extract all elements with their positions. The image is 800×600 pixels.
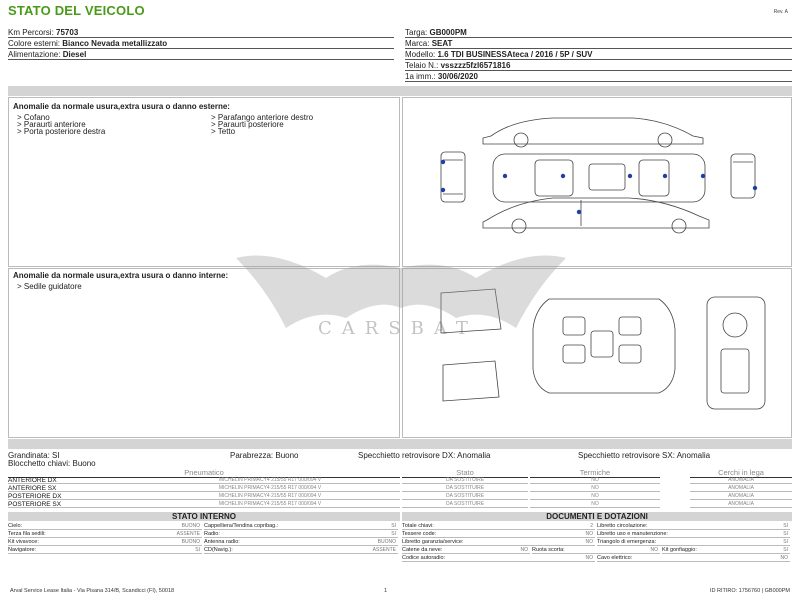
damage-item: > Porta posteriore destra [17,127,106,136]
kv-value: NO [585,555,593,561]
kv-cell [204,546,398,554]
tyre-cell-termiche: NO [530,477,660,484]
specchietto-dx-status: Specchietto retrovisore DX: Anomalia [358,451,491,460]
kv-value: NO [585,531,593,537]
kv-label: Libretto garanzia/service: [402,539,464,545]
kv-value: SI [195,547,200,553]
brand-row: Marca: SEAT [405,38,792,49]
plate-row: Targa: GB000PM [405,27,792,38]
grandinata-status: Grandinata: SI [8,451,60,460]
kv-value: BUONO [181,539,200,545]
plate-value: GB000PM [429,28,467,37]
color-row: Colore esterni: Bianco Nevada metallizzato [8,38,394,49]
car-side-bottom [483,198,709,233]
tyre-cell-stato: DA SOSTITUIRE [402,485,528,492]
tyre-cell-tyre: MICHELIN PRIMACY4 215/55 R17 000/094 V [140,501,400,508]
kv-label: Navigatore: [8,547,37,553]
kv-cell [597,530,790,538]
fuel-row: Alimentazione: Diesel [8,49,394,60]
tyre-cell-pos: POSTERIORE SX [8,501,140,508]
kv-cell [204,522,398,530]
fuel-value: Diesel [62,50,87,59]
kv-label: Kit gonfiaggio: [662,547,697,553]
kv-cell [597,522,790,530]
tyre-cell-cerchi: ANOMALIA [690,493,792,500]
color-value: Bianco Nevada metallizzato [62,39,168,48]
kv-label: Triangolo di emergenza: [597,539,657,545]
kv-value: ASSENTE [372,547,396,553]
vin-row: Telaio N.: vsszzz5fzl6571816 [405,60,792,71]
tyre-header: Pneumatico [8,468,400,478]
kv-label: Cappelliera/Tendina copribag.: [204,523,279,529]
damage-item: > Paraurti anteriore [17,120,86,129]
exterior-damage-col1 [17,114,105,135]
blocchetto-status: Blocchetto chiavi: Buono [8,459,96,468]
kv-cell [662,546,790,554]
kv-label: Tessere code: [402,531,437,537]
kv-value: SI [783,539,788,545]
km-value: 75703 [56,28,79,37]
brand-value: SEAT [431,39,453,48]
tyre-cell-stato: DA SOSTITUIRE [402,477,528,484]
interior-damage-title: Anomalie da normale usura,extra usura o danno interne: [13,271,229,280]
tyre-cell-cerchi: ANOMALIA [690,485,792,492]
kv-value: SI [391,531,396,537]
kv-label: Ruota scorta: [532,547,565,553]
kv-cell [8,538,202,546]
car-front-view [441,152,465,202]
kv-cell [597,538,790,546]
kv-label: Radio: [204,531,220,537]
cerchi-header: Cerchi in lega [690,468,792,478]
kv-label: CD(Navig.): [204,547,233,553]
page-title: STATO DEL VEICOLO [8,3,145,18]
tyre-cell-pos: POSTERIORE DX [8,493,140,500]
exterior-damage-title: Anomalie da normale usura,extra usura o danno esterne: [13,102,230,111]
kv-cell [402,522,595,530]
kv-label: Kit vivavoce: [8,539,39,545]
tyre-cell-cerchi: ANOMALIA [690,501,792,508]
tyre-cell-cerchi: ANOMALIA [690,477,792,484]
footer-page-number: 1 [384,588,388,594]
kv-label: Codice autoradio: [402,555,446,561]
kv-cell [8,522,202,530]
tyre-cell-pos: ANTERIORE DX [8,477,140,484]
kv-cell [204,538,398,546]
parabrezza-status: Parabrezza: Buono [230,451,299,460]
kv-value: NO [780,555,788,561]
km-row: Km Percorsi: 75703 [8,27,394,38]
damage-item: > Sedile guidatore [17,282,82,291]
kv-cell [402,530,595,538]
kv-label: Cielo: [8,523,23,529]
registration-row: 1a imm.: 30/06/2020 [405,71,792,82]
tyre-cell-tyre: MICHELIN PRIMACY4 215/55 R17 000/094 V [140,485,400,492]
model-row: Modello: 1.6 TDI BUSINESSAteca / 2016 / 5P / SUV [405,49,792,60]
damage-item: > Cofano [17,113,50,122]
kv-cell [402,538,595,546]
kv-value: BUONO [377,539,396,545]
section-divider [8,86,792,96]
kv-label: Catene da neve: [402,547,443,553]
kv-cell [597,554,790,562]
tyre-cell-tyre: MICHELIN PRIMACY4 215/55 R17 000/094 V [140,493,400,500]
tyre-cell-termiche: NO [530,485,660,492]
car-rear-view [731,154,757,198]
kv-cell [402,546,530,554]
specchietto-sx-status: Specchietto retrovisore SX: Anomalia [578,451,711,460]
kv-value: NO [520,547,528,553]
kv-label: Terza fila sedili: [8,531,46,537]
car-side-top [483,118,703,147]
tyre-cell-stato: DA SOSTITUIRE [402,501,528,508]
interior-damage-list [17,283,82,290]
kv-value: SI [783,547,788,553]
vin-value: vsszzz5fzl6571816 [440,61,511,70]
watermark-text: CARSBAT [318,318,478,339]
kv-value: NO [585,539,593,545]
dashboard-view [707,297,765,409]
registration-value: 30/06/2020 [437,72,478,81]
documenti-title: DOCUMENTI E DOTAZIONI [402,512,792,521]
damage-item: > Parafango anteriore destro [211,113,314,122]
tyre-cell-tyre: MICHELIN PRIMACY4 215/55 R17 000/094 V [140,477,400,484]
exterior-damage-col2 [211,114,313,135]
tyre-cell-pos: ANTERIORE SX [8,485,140,492]
kv-cell [8,546,202,554]
model-value: 1.6 TDI BUSINESSAteca / 2016 / 5P / SUV [437,50,593,59]
damage-item: > Paraurti posteriore [211,120,284,129]
kv-value: BUONO [181,523,200,529]
kv-value: 2 [590,523,593,529]
kv-value: ASSENTE [176,531,200,537]
damage-item: > Tetto [211,127,236,136]
stato-header: Stato [402,468,528,478]
kv-value: SI [783,523,788,529]
footer-id: ID RITIRO: 1756760 | GB000PM [710,588,790,594]
kv-value: SI [783,531,788,537]
footer-address: Arval Service Lease Italia - Via Pisana 314/B, Scandicci (FI), 50018 [10,588,175,594]
section-divider [8,439,792,449]
kv-label: Libretto uso e manutenzione: [597,531,668,537]
termiche-header: Termiche [530,468,660,478]
tyre-cell-stato: DA SOSTITUIRE [402,493,528,500]
kv-label: Antenna radio: [204,539,240,545]
kv-value: NO [650,547,658,553]
bat-logo-icon [236,238,566,358]
tyre-cell-termiche: NO [530,501,660,508]
kv-cell [402,554,595,562]
kv-value: SI [391,523,396,529]
revision-label: Rev. A [773,9,788,15]
car-plan-view [493,154,705,202]
tyre-cell-termiche: NO [530,493,660,500]
kv-cell [532,546,660,554]
kv-label: Cavo elettrico: [597,555,633,561]
watermark [236,238,566,358]
kv-cell [8,530,202,538]
kv-label: Libretto circolazione: [597,523,648,529]
kv-label: Totale chiavi: [402,523,434,529]
kv-cell [204,530,398,538]
stato-interno-title: STATO INTERNO [8,512,400,521]
